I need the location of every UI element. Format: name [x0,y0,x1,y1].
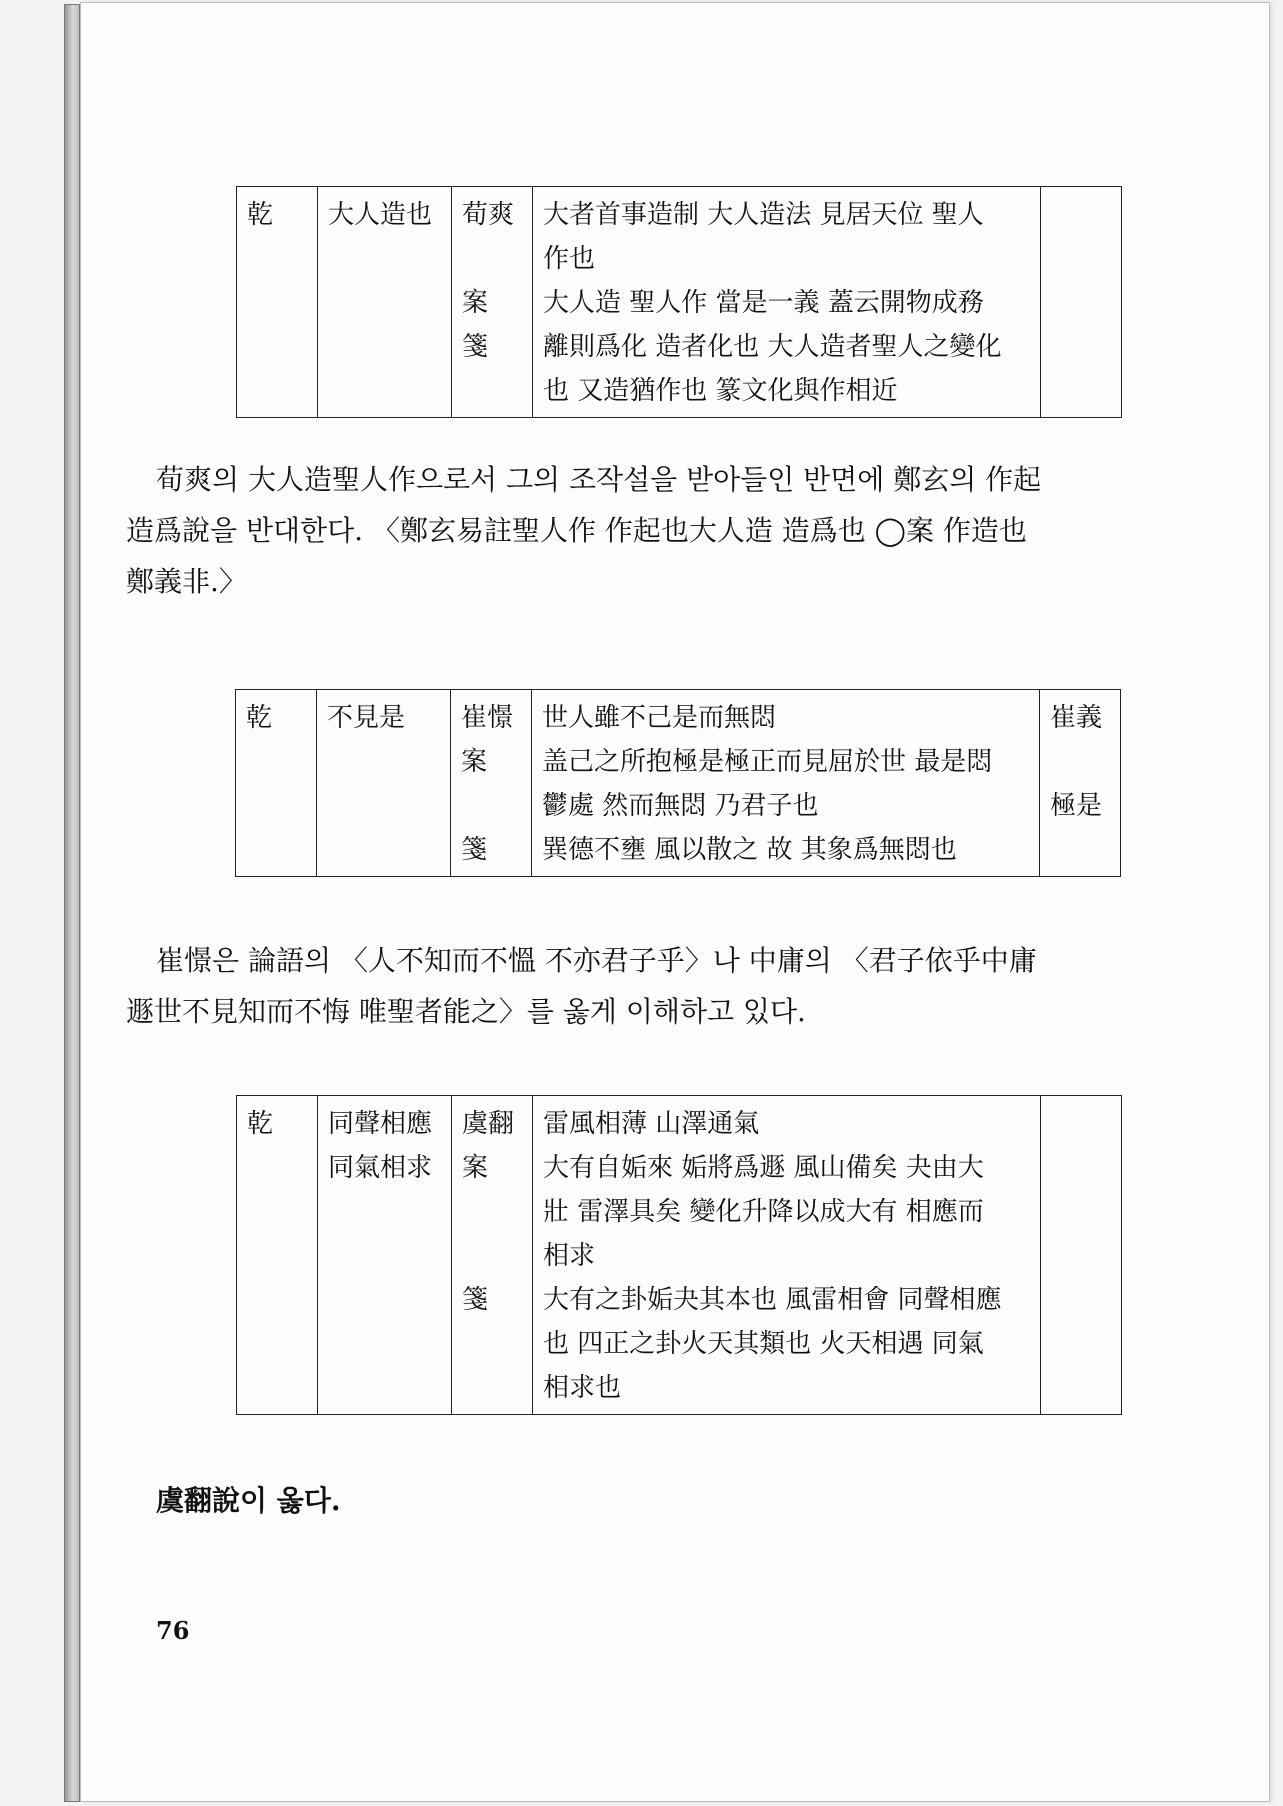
commentary-cell: 大者首事造制 大人造法 見居天位 聖人 作也 大人造 聖人作 當是一義 蓋云開物成務 離則爲化 造者化也 大人造者聖人之變化 也 又造猶作也 篆文化與作相近 [533,187,1041,418]
note-cell [1041,187,1122,418]
paragraph-3: 虞翻說이 옳다. [156,1484,341,1517]
book-spine [64,4,80,1802]
hexagram-cell: 乾 [237,1096,318,1415]
hexagram-cell: 乾 [236,690,317,877]
commentator-cell: 荀爽 案 箋 [452,187,533,418]
phrase-cell: 不見是 [317,690,451,877]
page-number: 76 [156,1616,190,1645]
paragraph-2: 崔憬은 論語의 〈人不知而不慍 不亦君子乎〉나 中庸의 〈君子依乎中庸 遯世不見知而不悔 唯聖者能之〉를 옳게 이해하고 있다. [126,944,1037,1028]
paragraph-1: 荀爽의 大人造聖人作으로서 그의 조작설을 받아들인 반면에 鄭玄의 作起 造爲說을 반대한다. 〈鄭玄易註聖人作 作起也大人造 造爲也 ◯案 作造也 鄭義非.〉 [126,463,1042,598]
note-cell [1041,1096,1122,1415]
table-row [237,1096,1122,1415]
commentator-cell: 崔憬 案 箋 [451,690,532,877]
phrase-cell: 同聲相應 同氣相求 [318,1096,452,1415]
gloss-table-2 [235,689,1121,877]
table-row [236,690,1121,877]
gloss-table-3 [236,1095,1122,1415]
note-cell: 崔義 極是 [1040,690,1121,877]
gloss-table-1 [236,186,1122,418]
commentator-cell: 虞翻 案 箋 [452,1096,533,1415]
hexagram-cell: 乾 [237,187,318,418]
commentary-cell: 世人雖不己是而無悶 盖己之所抱極是極正而見屈於世 最是悶 鬱處 然而無悶 乃君子也 巽德不壅 風以散之 故 其象爲無悶也 [532,690,1040,877]
phrase-cell: 大人造也 [318,187,452,418]
commentary-cell: 雷風相薄 山澤通氣 大有自姤來 姤將爲遯 風山備矣 夬由大 壯 雷澤具矣 變化升降以成大有 相應而 相求 大有之卦姤夬其本也 風雷相會 同聲相應 也 四正之卦火天其類也 火天相遇 同氣 相求也 [533,1096,1041,1415]
table-row [237,187,1122,418]
